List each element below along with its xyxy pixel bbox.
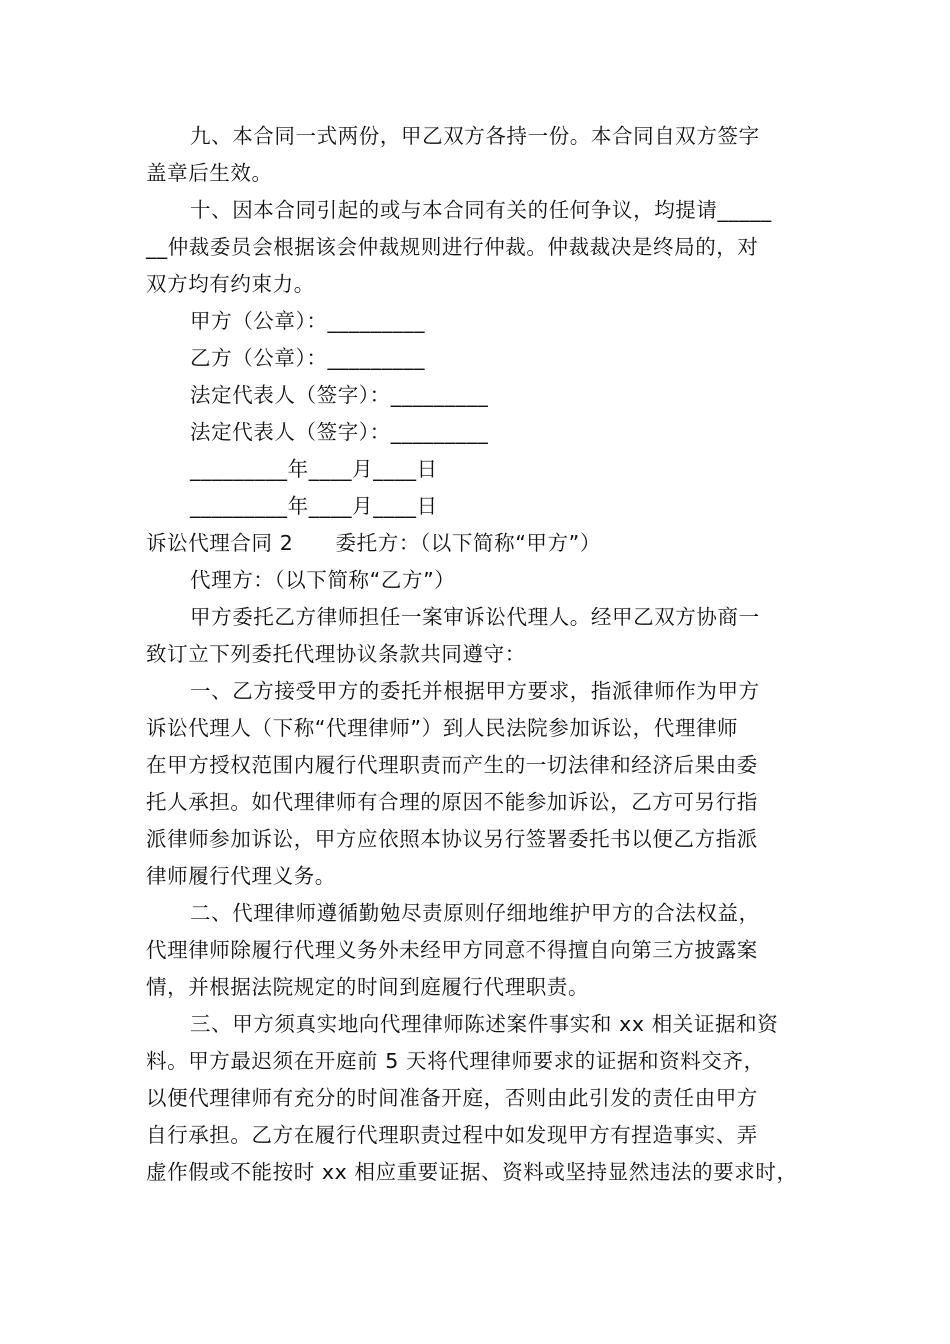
text-line: 九、本合同一式两份，甲乙双方各持一份。本合同自双方签字 [190, 124, 760, 148]
text-line: 在甲方授权范围内履行代理职责而产生的一切法律和经济后果由委 [146, 753, 758, 777]
text-line: 盖章后生效。 [146, 161, 273, 185]
text-line: 诉讼代理合同 2 委托方：（以下简称“甲方”） [146, 531, 601, 555]
text-line: 派律师参加诉讼，甲方应依照本协议另行签署委托书以便乙方指派 [146, 827, 758, 851]
text-line: 律师履行代理义务。 [146, 864, 336, 888]
text-line: 甲方（公章）：_________ [190, 309, 426, 333]
text-line: 以便代理律师有充分的时间准备开庭，否则由此引发的责任由甲方 [146, 1086, 758, 1110]
text-line: _________年____月____日 [190, 457, 438, 481]
text-line: 法定代表人（签字）：_________ [190, 420, 489, 444]
text-line: 二、代理律师遵循勤勉尽责原则仔细地维护甲方的合法权益， [190, 901, 760, 925]
text-line: __仲裁委员会根据该会仲裁规则进行仲裁。仲裁裁决是终局的，对 [146, 235, 759, 259]
text-line: 托人承担。如代理律师有合理的原因不能参加诉讼，乙方可另行指 [146, 790, 758, 814]
text-line: 诉讼代理人（下称“代理律师”）到人民法院参加诉讼，代理律师 [146, 716, 739, 740]
text-line: 虚作假或不能按时 xx 相应重要证据、资料或坚持显然违法的要求时， [146, 1160, 798, 1184]
text-line: 代理律师除履行代理义务外未经甲方同意不得擅自向第三方披露案 [146, 938, 758, 962]
text-line: 一、乙方接受甲方的委托并根据甲方要求，指派律师作为甲方 [190, 679, 760, 703]
text-line: 情，并根据法院规定的时间到庭履行代理职责。 [146, 975, 590, 999]
text-line: 甲方委托乙方律师担任一案审诉讼代理人。经甲乙双方协商一 [190, 605, 760, 629]
text-line: 代理方：（以下简称“乙方”） [190, 568, 456, 592]
text-line: 双方均有约束力。 [146, 272, 315, 296]
text-line: 乙方（公章）：_________ [190, 346, 426, 370]
text-line: 自行承担。乙方在履行代理职责过程中如发现甲方有捏造事实、弄 [146, 1123, 758, 1147]
document-body [146, 118, 826, 1191]
text-line: 十、因本合同引起的或与本合同有关的任何争议，均提请_____ [190, 198, 772, 222]
text-line: 法定代表人（签字）：_________ [190, 383, 489, 407]
text-line: 料。甲方最迟须在开庭前 5 天将代理律师要求的证据和资料交齐， [146, 1049, 765, 1073]
text-line: 致订立下列委托代理协议条款共同遵守： [146, 642, 526, 666]
text-line: _________年____月____日 [190, 494, 438, 518]
text-line: 三、甲方须真实地向代理律师陈述案件事实和 xx 相关证据和资 [190, 1012, 779, 1036]
